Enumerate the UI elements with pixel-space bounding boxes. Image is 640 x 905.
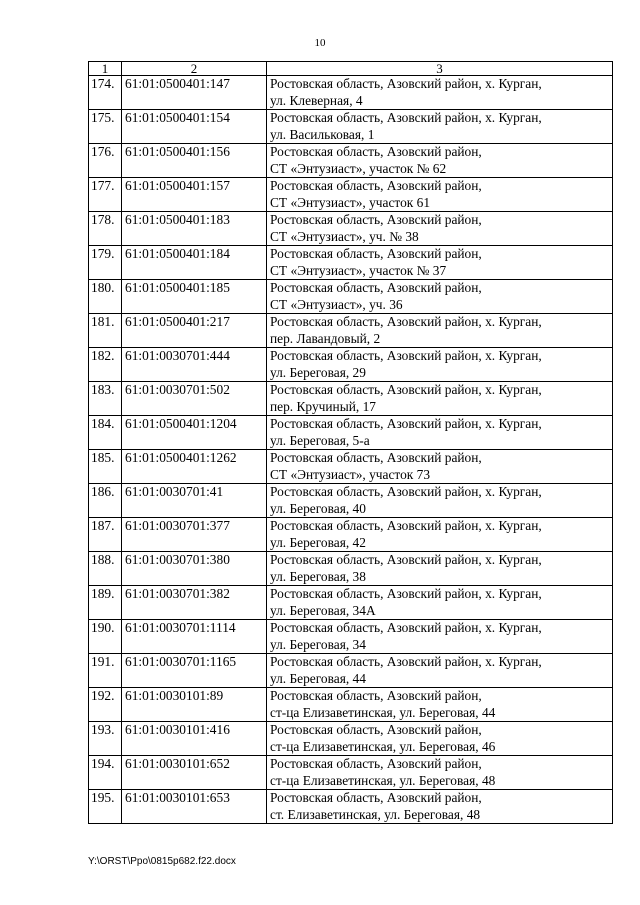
address-cell xyxy=(267,450,613,484)
address-line: ул. Береговая, 40 xyxy=(270,500,366,516)
address-cell xyxy=(267,484,613,518)
address-line: Ростовская область, Азовский район, xyxy=(270,756,482,771)
address-cell xyxy=(267,144,613,178)
address-cell xyxy=(267,212,613,246)
table-row xyxy=(89,654,613,688)
cadastral-number-cell: 61:01:0500401:157 xyxy=(122,178,267,212)
cadastral-number-cell: 61:01:0030701:444 xyxy=(122,348,267,382)
cadastral-number-cell: 61:01:0500401:184 xyxy=(122,246,267,280)
row-number-cell: 188. xyxy=(89,552,122,586)
address-cell xyxy=(267,178,613,212)
address-line: Ростовская область, Азовский район, х. Курган, xyxy=(270,314,542,329)
address-cell xyxy=(267,518,613,552)
table-row xyxy=(89,790,613,824)
address-line: Ростовская область, Азовский район, xyxy=(270,178,482,193)
address-cell xyxy=(267,314,613,348)
address-cell xyxy=(267,654,613,688)
address-line: Ростовская область, Азовский район, xyxy=(270,450,482,465)
row-number-cell: 175. xyxy=(89,110,122,144)
address-cell xyxy=(267,280,613,314)
address-line: Ростовская область, Азовский район, х. Курган, xyxy=(270,416,542,431)
address-cell xyxy=(267,756,613,790)
address-line: ст-ца Елизаветинская, ул. Береговая, 44 xyxy=(270,704,496,720)
row-number-cell: 192. xyxy=(89,688,122,722)
address-line: Ростовская область, Азовский район, х. Курган, xyxy=(270,552,542,567)
row-number-cell: 186. xyxy=(89,484,122,518)
cadastral-number-cell: 61:01:0500401:1262 xyxy=(122,450,267,484)
file-path-footer: Y:\ORST\Ppo\0815p682.f22.docx xyxy=(88,856,236,867)
cadastral-number-cell: 61:01:0030701:1114 xyxy=(122,620,267,654)
table-row xyxy=(89,314,613,348)
address-line: СТ «Энтузиаст», участок № 37 xyxy=(270,262,447,278)
address-line: ул. Береговая, 42 xyxy=(270,534,366,550)
row-number-cell: 178. xyxy=(89,212,122,246)
address-line: ул. Васильковая, 1 xyxy=(270,126,375,142)
table-row xyxy=(89,620,613,654)
cadastral-number-cell: 61:01:0030101:652 xyxy=(122,756,267,790)
address-line: Ростовская область, Азовский район, х. Курган, xyxy=(270,484,542,499)
address-line: ул. Береговая, 38 xyxy=(270,568,366,584)
cadastral-number-cell: 61:01:0500401:217 xyxy=(122,314,267,348)
address-line: СТ «Энтузиаст», участок № 62 xyxy=(270,160,447,176)
cadastral-number-cell: 61:01:0500401:185 xyxy=(122,280,267,314)
address-line: Ростовская область, Азовский район, xyxy=(270,246,482,261)
cadastral-number-cell: 61:01:0030701:377 xyxy=(122,518,267,552)
table-row xyxy=(89,76,613,110)
address-cell xyxy=(267,416,613,450)
land-plot-table xyxy=(88,61,613,824)
address-cell xyxy=(267,110,613,144)
address-cell xyxy=(267,348,613,382)
table-row xyxy=(89,416,613,450)
address-line: ул. Береговая, 34 xyxy=(270,636,366,652)
row-number-cell: 189. xyxy=(89,586,122,620)
row-number-cell: 191. xyxy=(89,654,122,688)
table-row xyxy=(89,144,613,178)
address-line: ул. Береговая, 29 xyxy=(270,364,366,380)
address-line: Ростовская область, Азовский район, х. Курган, xyxy=(270,654,542,669)
row-number-cell: 190. xyxy=(89,620,122,654)
table-row xyxy=(89,484,613,518)
address-line: Ростовская область, Азовский район, xyxy=(270,212,482,227)
row-number-cell: 181. xyxy=(89,314,122,348)
row-number-cell: 176. xyxy=(89,144,122,178)
table-row xyxy=(89,348,613,382)
cadastral-number-cell: 61:01:0500401:154 xyxy=(122,110,267,144)
column-header-number: 1 xyxy=(89,62,122,76)
table-row xyxy=(89,382,613,416)
address-line: Ростовская область, Азовский район, х. Курган, xyxy=(270,586,542,601)
table-row xyxy=(89,586,613,620)
address-line: Ростовская область, Азовский район, х. Курган, xyxy=(270,76,542,91)
address-cell xyxy=(267,620,613,654)
address-line: СТ «Энтузиаст», участок 73 xyxy=(270,466,431,482)
cadastral-number-cell: 61:01:0030701:1165 xyxy=(122,654,267,688)
table-row xyxy=(89,756,613,790)
address-cell xyxy=(267,382,613,416)
row-number-cell: 195. xyxy=(89,790,122,824)
address-cell xyxy=(267,722,613,756)
address-line: пер. Кручиный, 17 xyxy=(270,398,376,414)
table-row xyxy=(89,246,613,280)
cadastral-number-cell: 61:01:0030101:653 xyxy=(122,790,267,824)
table-header-row xyxy=(89,62,613,76)
address-line: ст-ца Елизаветинская, ул. Береговая, 46 xyxy=(270,738,496,754)
address-line: СТ «Энтузиаст», уч. 36 xyxy=(270,296,403,312)
address-line: ул. Береговая, 44 xyxy=(270,670,366,686)
cadastral-number-cell: 61:01:0030101:416 xyxy=(122,722,267,756)
address-cell xyxy=(267,688,613,722)
address-cell xyxy=(267,552,613,586)
address-line: Ростовская область, Азовский район, xyxy=(270,722,482,737)
table-row xyxy=(89,178,613,212)
table-row xyxy=(89,688,613,722)
column-header-address: 3 xyxy=(267,62,613,76)
address-cell xyxy=(267,76,613,110)
cadastral-number-cell: 61:01:0030701:380 xyxy=(122,552,267,586)
cadastral-number-cell: 61:01:0030701:502 xyxy=(122,382,267,416)
address-line: Ростовская область, Азовский район, х. Курган, xyxy=(270,110,542,125)
address-line: ст. Елизаветинская, ул. Береговая, 48 xyxy=(270,806,481,822)
address-cell xyxy=(267,790,613,824)
address-line: ул. Береговая, 34А xyxy=(270,602,376,618)
address-line: Ростовская область, Азовский район, х. Курган, xyxy=(270,382,542,397)
table-row xyxy=(89,450,613,484)
table-row xyxy=(89,110,613,144)
table-row xyxy=(89,552,613,586)
address-line: Ростовская область, Азовский район, х. Курган, xyxy=(270,348,542,363)
row-number-cell: 187. xyxy=(89,518,122,552)
page-number: 10 xyxy=(314,37,326,49)
address-line: ул. Клеверная, 4 xyxy=(270,92,363,108)
address-line: СТ «Энтузиаст», уч. № 38 xyxy=(270,228,419,244)
table-body xyxy=(89,76,613,824)
cadastral-number-cell: 61:01:0030701:382 xyxy=(122,586,267,620)
row-number-cell: 185. xyxy=(89,450,122,484)
cadastral-number-cell: 61:01:0500401:183 xyxy=(122,212,267,246)
column-header-cadastral: 2 xyxy=(122,62,267,76)
address-line: СТ «Энтузиаст», участок 61 xyxy=(270,194,431,210)
row-number-cell: 184. xyxy=(89,416,122,450)
cadastral-number-cell: 61:01:0500401:1204 xyxy=(122,416,267,450)
cadastral-number-cell: 61:01:0500401:156 xyxy=(122,144,267,178)
cadastral-number-cell: 61:01:0500401:147 xyxy=(122,76,267,110)
table-row xyxy=(89,212,613,246)
row-number-cell: 174. xyxy=(89,76,122,110)
row-number-cell: 180. xyxy=(89,280,122,314)
table-row xyxy=(89,280,613,314)
address-line: ул. Береговая, 5-а xyxy=(270,432,370,448)
address-line: ст-ца Елизаветинская, ул. Береговая, 48 xyxy=(270,772,496,788)
address-cell xyxy=(267,246,613,280)
cadastral-number-cell: 61:01:0030101:89 xyxy=(122,688,267,722)
address-line: Ростовская область, Азовский район, xyxy=(270,790,482,805)
row-number-cell: 177. xyxy=(89,178,122,212)
cadastral-number-cell: 61:01:0030701:41 xyxy=(122,484,267,518)
table-row xyxy=(89,518,613,552)
row-number-cell: 179. xyxy=(89,246,122,280)
address-line: Ростовская область, Азовский район, х. Курган, xyxy=(270,620,542,635)
address-line: Ростовская область, Азовский район, xyxy=(270,144,482,159)
row-number-cell: 193. xyxy=(89,722,122,756)
address-line: Ростовская область, Азовский район, xyxy=(270,688,482,703)
address-line: пер. Лавандовый, 2 xyxy=(270,330,381,346)
row-number-cell: 182. xyxy=(89,348,122,382)
row-number-cell: 194. xyxy=(89,756,122,790)
row-number-cell: 183. xyxy=(89,382,122,416)
address-cell xyxy=(267,586,613,620)
address-line: Ростовская область, Азовский район, xyxy=(270,280,482,295)
address-line: Ростовская область, Азовский район, х. Курган, xyxy=(270,518,542,533)
table-row xyxy=(89,722,613,756)
